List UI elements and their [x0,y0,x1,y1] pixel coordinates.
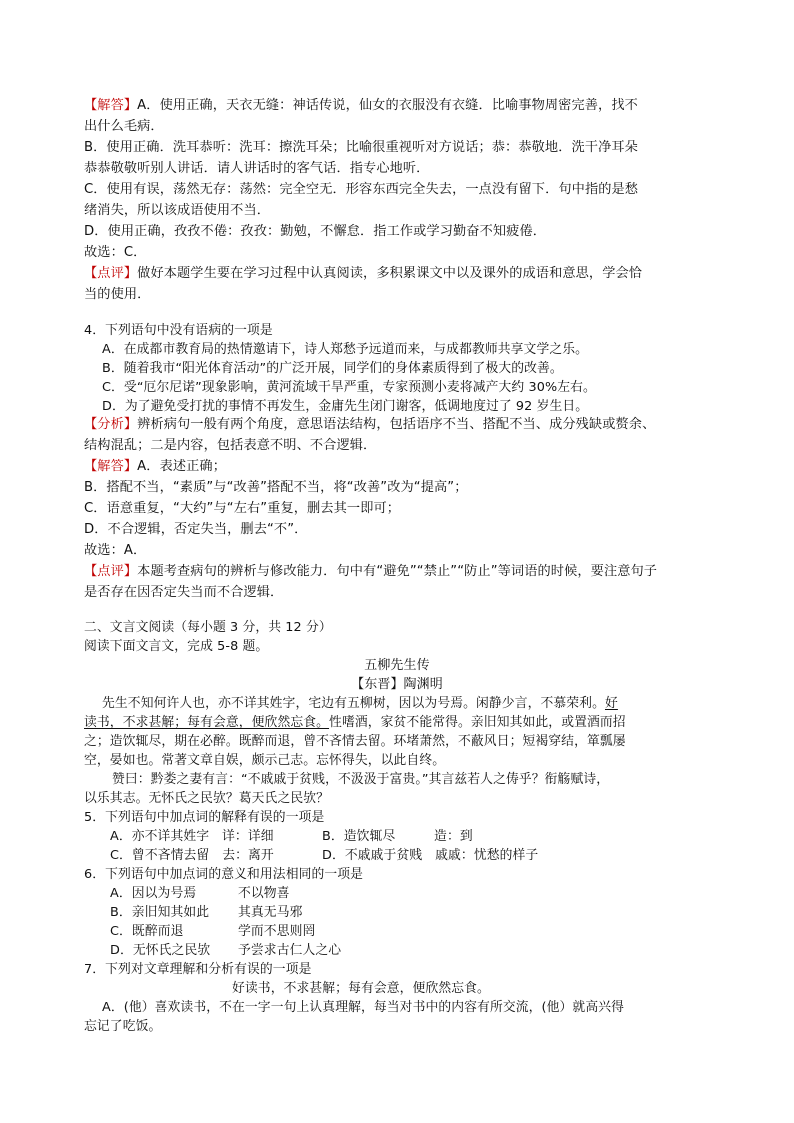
passage-line: 空，晏如也。常著文章自娱，颇示己志。忘怀得失，以此自终。 [84,753,446,768]
answer-line: C．使用有误，荡然无存：荡然：完全空无．形容东西完全失去，一点没有留下．句中指的是愁 [84,182,639,197]
option-d: D．为了避免受打扰的事情不再发生，金庸先生闭门谢客，低调地度过了 92 岁生日。 [102,399,589,414]
analysis-tag: 【分析】 [84,417,138,432]
option-d-left: D．无怀氏之民欤 [110,943,211,958]
answer-line [84,95,638,116]
option-c-left: C．既醉而退 [110,924,184,939]
comment-line: 当的使用． [84,287,151,302]
answer-line: 恭恭敬敬听别人讲话．请人讲话时的客气话．指专心地听． [84,161,430,176]
answer-line: 绪消失，所以该成语使用不当． [84,203,271,218]
answer-text: A．使用正确，天衣无缝：神话传说，仙女的衣服没有衣缝．比喻事物周密完善，找不 [137,98,638,113]
underlined-text: 好 [604,696,618,711]
option-a: A．亦不详其姓字 详：详细 [110,829,274,844]
analysis-line: 结构混乱；二是内容，包括表意不明、不合逻辑． [84,438,377,453]
option-c: C．受“厄尔尼诺”现象影响，黄河流域干旱严重，专家预测小麦将减产大约 30%左右。 [102,380,596,395]
option-c-right: 学而不思则罔 [238,924,316,939]
option-a-right: 不以物喜 [238,886,290,901]
analysis-text: 辨析病句一般有两个角度，意思语法结构，包括语序不当、搭配不当、成分残缺或赘余、 [137,417,656,432]
section-heading: 二、文言文阅读（每小题 3 分，共 12 分） [84,620,332,635]
comment-line [84,561,657,582]
answer-tag: 【解答】 [84,459,138,474]
author-dynasty: 【东晋】 [351,677,404,692]
question-stem: 7．下列对文章理解和分析有误的一项是 [84,962,312,977]
option-c: C．曾不吝情去留 去：离开 [110,848,274,863]
comment-line: 是否存在因否定失当而不合逻辑． [84,585,284,600]
answer-line: B．搭配不当，“素质”与“改善”搭配不当，将“改善”改为“提高”； [84,480,468,495]
option-d: D．不戚戚于贫贱 戚戚：忧愁的样子 [322,848,539,863]
author-name: 陶渊明 [403,677,443,692]
option-a-left: A．因以为号焉 [110,886,197,901]
question-stem: 5．下列语句中加点词的解释有误的一项是 [84,810,325,825]
option-b: B．随着我市“阳光体育活动”的广泛开展，同学们的身体素质得到了极大的改善。 [102,361,563,376]
option-d-right: 予尝求古仁人之心 [238,943,342,958]
analysis-line [84,414,655,435]
passage-line: 之；造饮辄尽，期在必醉。既醉而退，曾不吝情去留。环堵萧然，不蔽风日；短褐穿结，箪瓢屡 [84,734,626,749]
answer-line: C．语意重复，“大约”与“左右”重复，删去其一即可； [84,501,401,516]
choice-line: 故选：A． [84,543,147,558]
passage-line: 以乐其志。无怀氏之民欤？葛天氏之民欤？ [84,791,330,806]
comment-text: 做好本题学生要在学习过程中认真阅读，多积累课文中以及课外的成语和意思，学会恰 [137,266,643,281]
option-b-left: B．亲旧知其如此 [110,905,210,920]
option-a: A．(他）喜欢读书，不在一字一句上认真理解，每当对书中的内容有所交流，(他）就高兴得 [102,1000,625,1015]
comment-line [84,263,642,284]
question-stem: 4．下列语句中没有语病的一项是 [84,323,273,338]
option-b: B．造饮辄尽 造：到 [322,829,473,844]
section-intro: 阅读下面文言文，完成 5-8 题。 [84,639,269,654]
answer-line [84,456,226,477]
comment-tag: 【点评】 [84,266,138,281]
option-b-right: 其真无马邪 [238,905,303,920]
underlined-text: 读书，不求甚解；每有会意，便欣然忘食。 [84,715,330,730]
answer-line: D．使用正确，孜孜不倦：孜孜：勤勉，不懈怠．指工作或学习勤奋不知疲倦． [84,224,547,239]
question-stem: 6．下列语句中加点词的意义和用法相同的一项是 [84,867,364,882]
answer-line: B．使用正确．洗耳恭听：洗耳：擦洗耳朵；比喻很重视听对方说话；恭：恭敬地．洗干净耳朵 [84,140,638,155]
answer-tag: 【解答】 [84,98,138,113]
quoted-sentence: 好读书，不求甚解；每有会意，便欣然忘食。 [232,981,490,996]
comment-text: 本题考查病句的辨析与修改能力．句中有“避免”“禁止”“防止”等词语的时候，要注意句子 [137,564,658,579]
passage-author [0,674,794,695]
passage-line [102,693,618,714]
choice-line: 故选：C． [84,245,147,260]
passage-title: 五柳先生传 [364,658,430,673]
passage-line [84,712,626,733]
option-a-continued: 忘记了吃饭。 [84,1019,162,1034]
answer-text: A．表述正确； [137,459,227,474]
comment-tag: 【点评】 [84,564,138,579]
passage-text: 性嗜酒，家贫不能常得。亲旧知其如此，或置酒而招 [329,715,626,730]
passage-line: 赞曰：黔娄之妻有言：“不戚戚于贫贱，不汲汲于富贵。”其言兹若人之俦乎？衔觞赋诗， [112,772,610,787]
answer-line: 出什么毛病． [84,119,164,134]
passage-text: 先生不知何许人也，亦不详其姓字，宅边有五柳树，因以为号焉。闲静少言，不慕荣利。 [102,696,605,711]
answer-line: D．不合逻辑，否定失当，删去“不”． [84,522,308,537]
option-a: A．在成都市教育局的热情邀请下，诗人郑愁予远道而来，与成都教师共享文学之乐。 [102,342,589,357]
